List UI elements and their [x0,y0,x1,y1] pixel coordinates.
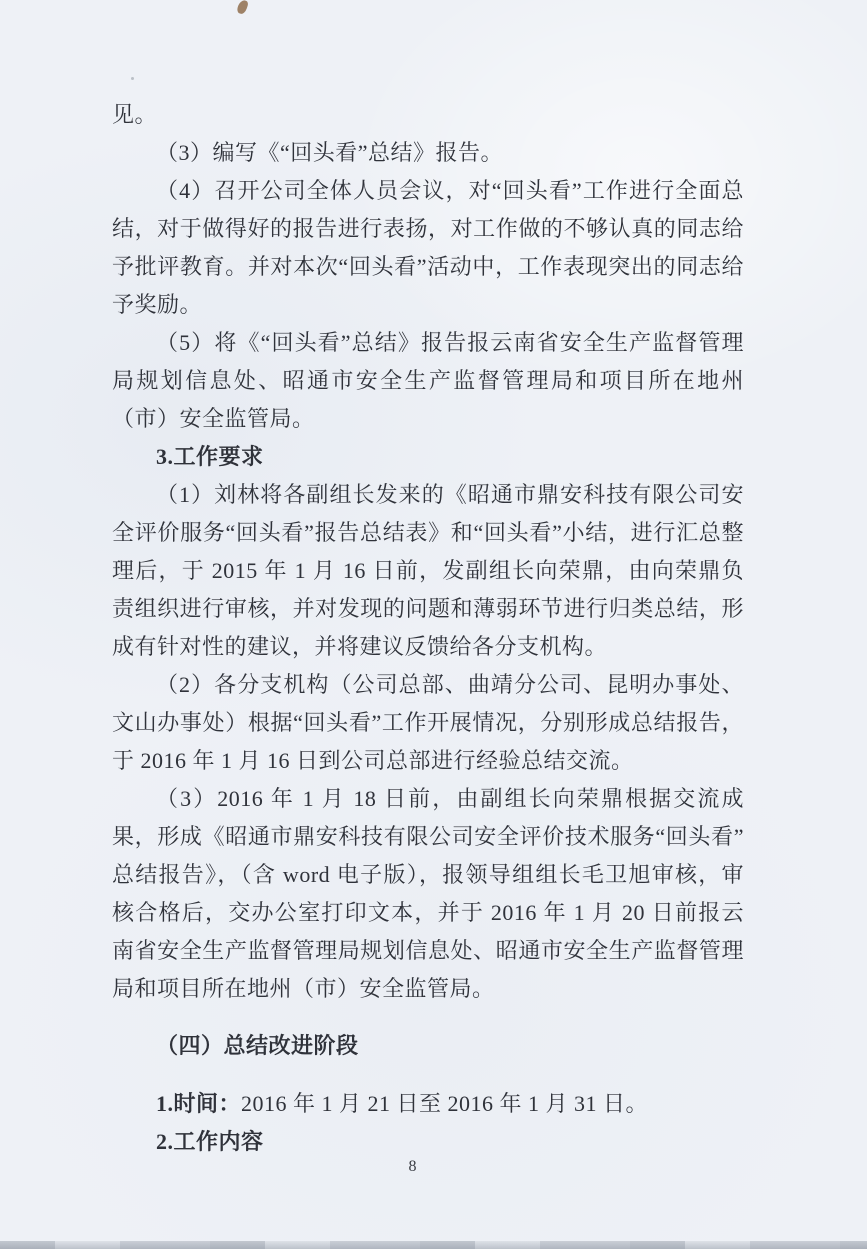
paragraph-requirement-2: （2）各分支机构（公司总部、曲靖分公司、昆明办事处、文山办事处）根据“回头看”工作开展情况，分别形成总结报告，于 2016 年 1 月 16 日到公司总部进行经验总结交流。 [112,672,744,773]
time-label: 1.时间： [156,1091,242,1116]
paper-speck-icon [236,0,249,15]
time-value: 2016 年 1 月 21 日至 2016 年 1 月 31 日。 [241,1091,649,1116]
paragraph-requirement-3: （3）2016 年 1 月 18 日前，由副组长向荣鼎根据交流成果，形成《昭通市鼎安科技有限公司安全评价技术服务“回头看”总结报告》，（含 word 电子版），报领导组组长毛卫旭审核，审核合格后，交办公室打印文本，并于 2016 年 1 月 20 日前报云南省安全生产监督管理局规划信息处、昭通市安全生产监督管理局和项目所在地州（市）安全监管局。 [112,786,744,1001]
scan-bottom-edge [0,1241,867,1249]
document-body [112,96,744,1161]
page-number: 8 [408,1158,417,1175]
heading-work-content: 2.工作内容 [156,1129,264,1154]
paragraph-item-3: （3）编写《“回头看”总结》报告。 [156,140,504,165]
heading-work-requirements: 3.工作要求 [156,444,264,469]
paragraph-item-5: （5）将《“回头看”总结》报告报云南省安全生产监督管理局规划信息处、昭通市安全生产监督管理局和项目所在地州（市）安全监管局。 [112,330,744,431]
heading-stage-4-summary-improvement: （四）总结改进阶段 [156,1033,359,1058]
paper-dot-icon [131,77,134,80]
paragraph-time [112,1085,744,1123]
paragraph-item-4: （4）召开公司全体人员会议，对“回头看”工作进行全面总结，对于做得好的报告进行表扬，对工作做的不够认真的同志给予批评教育。并对本次“回头看”活动中，工作表现突出的同志给予奖励。 [112,178,744,317]
paragraph-requirement-1: （1）刘林将各副组长发来的《昭通市鼎安科技有限公司安全评价服务“回头看”报告总结表》和“回头看”小结，进行汇总整理后，于 2015 年 1 月 16 日前，发副组长向荣鼎，由向荣鼎负责组织进行审核，并对发现的问题和薄弱环节进行归类总结，形成有针对性的建议，并将建议反馈给各分支机构。 [112,482,744,659]
paragraph-continuation: 见。 [112,102,158,127]
